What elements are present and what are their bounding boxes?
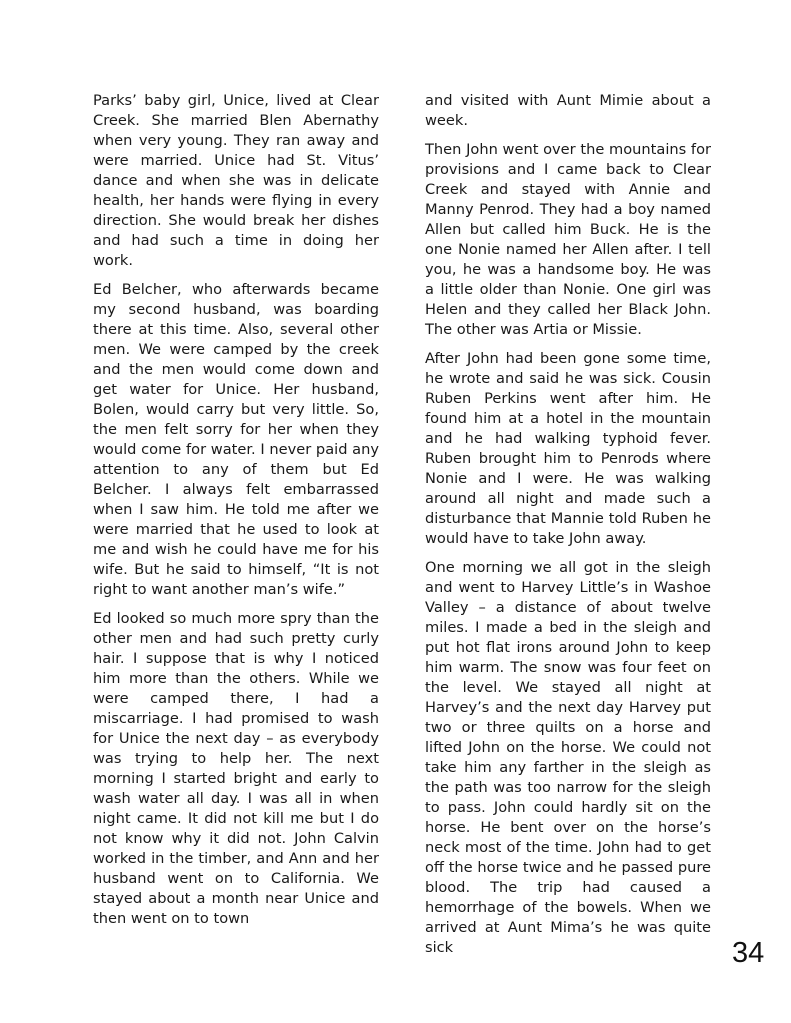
paragraph: and visited with Aunt Mimie about a week. <box>425 92 711 129</box>
page-number: 34 <box>732 937 765 969</box>
paragraph: One morning we all got in the sleigh and went to Harvey Little’s in Washoe Valley – a distance of about twelve miles. I made a bed in the sleigh and put hot flat irons around John to keep him warm. The snow was four feet on the level. We stayed all night at Harvey’s and the next day Harvey put two or three quilts on a horse and lifted John on the horse. We could not take him any farther in the sleigh as the path was too narrow for the sleigh to pass. John could hardly sit on the horse. He bent over on the horse’s neck most of the time. John had to get off the horse twice and he passed pure blood. The trip had caused a hemorrhage of the bowels. When we arrived at Aunt Mima’s he was quite sick <box>425 559 711 956</box>
paragraph: Parks’ baby girl, Unice, lived at Clear Creek. She married Blen Abernathy when very young. They ran away and were married. Unice had St. Vitus’ dance and when she was in delicate health, her hands were flying in every direction. She would break her dishes and had such a time in doing her work. <box>93 92 379 269</box>
paragraph: Then John went over the mountains for provisions and I came back to Clear Creek and stayed with Annie and Manny Penrod. They had a boy named Allen but called him Buck. He is the one Nonie named her Allen after. I tell you, he was a handsome boy. He was a little older than Nonie. One girl was Helen and they called her Black John. The other was Artia or Missie. <box>425 141 711 338</box>
left-column <box>93 91 379 938</box>
right-column <box>425 91 711 967</box>
paragraph: After John had been gone some time, he wrote and said he was sick. Cousin Ruben Perkins went after him. He found him at a hotel in the mountain and he had walking typhoid fever. Ruben brought him to Penrods where Nonie and I were. He was walking around all night and made such a disturbance that Mannie told Ruben he would have to take John away. <box>425 350 711 547</box>
paragraph: Ed looked so much more spry than the other men and had such pretty curly hair. I suppose that is why I noticed him more than the others. While we were camped there, I had a miscarriage. I had promised to wash for Unice the next day – as everybody was trying to help her. The next morning I started bright and early to wash water all day. I was all in when night came. It did not kill me but I do not know why it did not. John Calvin worked in the timber, and Ann and her husband went on to California. We stayed about a month near Unice and then went on to town <box>93 610 379 927</box>
paragraph: Ed Belcher, who afterwards became my second husband, was boarding there at this time. Also, several other men. We were camped by the creek and the men would come down and get water for Unice. Her husband, Bolen, would carry but very little. So, the men felt sorry for her when they would come for water. I never paid any attention to any of them but Ed Belcher. I always felt embarrassed when I saw him. He told me after we were married that he used to look at me and wish he could have me for his wife. But he said to himself, “It is not right to want another man’s wife.” <box>93 281 379 598</box>
